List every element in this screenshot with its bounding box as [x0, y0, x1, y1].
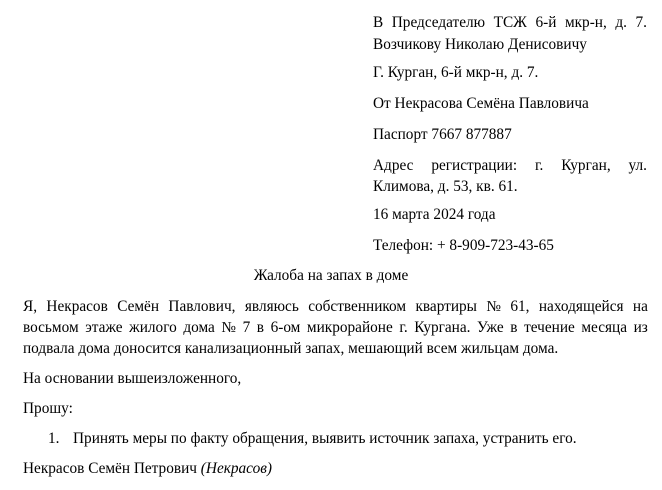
paragraph-1-line-1: [23, 296, 648, 318]
word: этаже: [85, 319, 123, 336]
word: микрорайоне: [306, 319, 393, 336]
word: 6-ом: [270, 319, 301, 336]
word: находящейся: [538, 298, 624, 315]
word: из: [633, 319, 648, 336]
registration-line-1: [373, 155, 647, 177]
list-item-number: 1.: [48, 430, 60, 447]
word: Некрасов: [46, 298, 108, 315]
word: 6-й: [535, 14, 557, 31]
phone-number: Телефон: + 8-909-723-43-65: [373, 237, 554, 254]
word: на: [632, 298, 648, 315]
word: собственником: [308, 298, 407, 315]
paragraph-1-line-2: [23, 317, 648, 339]
sender-name: От Некрасова Семёна Павловича: [373, 95, 589, 112]
word: регистрации:: [431, 157, 518, 174]
word: 61,: [510, 298, 530, 315]
word: В: [373, 14, 384, 31]
word: Семён: [117, 298, 160, 315]
paragraph-2: На основании вышеизложенного,: [23, 370, 242, 387]
list-item: [48, 428, 577, 450]
list-item-text: Принять меры по факту обращения, выявить источник запаха, устранить его.: [73, 430, 577, 447]
word: в: [256, 319, 265, 336]
word: 7.: [635, 14, 647, 31]
word: Я,: [23, 298, 38, 315]
document-date: 16 марта 2024 года: [373, 206, 496, 223]
word: квартиры: [415, 298, 477, 315]
word: Председателю: [391, 14, 486, 31]
word: жилого: [129, 319, 177, 336]
word: г.: [534, 157, 544, 174]
word: месяца: [581, 319, 628, 336]
addressee-line-1: [373, 12, 647, 34]
word: Адрес: [373, 157, 414, 174]
word: восьмом: [23, 319, 79, 336]
request-label: Прошу:: [23, 400, 73, 417]
word: течение: [524, 319, 575, 336]
word: ул.: [628, 157, 647, 174]
word: ТСЖ: [493, 14, 527, 31]
word: Павлович,: [168, 298, 236, 315]
word: Уже: [477, 319, 504, 336]
word: г.: [399, 319, 408, 336]
signature-name: Некрасов Семён Петрович: [23, 460, 197, 477]
addressee-line-2: Возчикову Николаю Денисовичу: [373, 36, 587, 53]
word: №: [221, 319, 236, 336]
word: №: [486, 298, 501, 315]
word: д.: [615, 14, 627, 31]
passport-number: Паспорт 7667 877887: [373, 126, 512, 143]
word: мкр-н,: [564, 14, 607, 31]
word: 7: [242, 319, 251, 336]
signature-line: [23, 458, 272, 480]
paragraph-1-line-3: подвала дома доносится канализационный запах, мешающий всем жильцам дома.: [23, 340, 559, 357]
word: являюсь: [244, 298, 299, 315]
registration-line-2: Климова, д. 53, кв. 61.: [373, 178, 518, 195]
document-title: Жалоба на запах в доме: [253, 267, 409, 284]
word: дома: [183, 319, 215, 336]
word: в: [510, 319, 518, 336]
word: Кургана.: [414, 319, 471, 336]
word: Курган,: [561, 157, 611, 174]
signature-italic: (Некрасов): [200, 460, 272, 477]
address-city: Г. Курган, 6-й мкр-н, д. 7.: [373, 64, 539, 81]
